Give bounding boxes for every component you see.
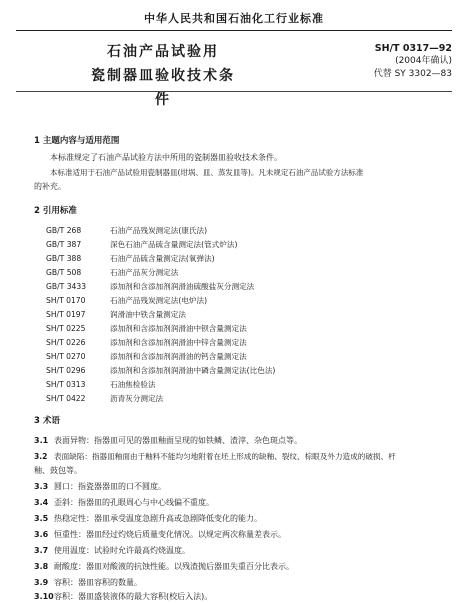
- term-text: 表面缺陷：指器皿釉面由于釉料不能均匀地附着在坯上形成的缺釉、裂纹、棕眼及外力造成的破损、杆: [54, 452, 396, 461]
- reference-item: [46, 225, 207, 237]
- header-rule: [16, 91, 452, 92]
- reference-item: [46, 393, 163, 405]
- reference-item: [46, 323, 247, 335]
- term-item: [34, 451, 454, 463]
- reference-code: GB/T 508: [46, 268, 82, 277]
- term-item: [34, 545, 454, 557]
- term-item: [34, 561, 454, 573]
- reference-code: SH/T 0296: [46, 366, 86, 375]
- term-number: 3.1: [34, 436, 49, 445]
- reference-code: SH/T 0422: [46, 394, 86, 403]
- term-number: 3.10: [34, 592, 54, 601]
- replace-note: 代替 SY 3302—83: [373, 69, 452, 79]
- reference-name: 添加剂和含添加剂润滑油中钡含量测定法: [110, 324, 247, 333]
- reference-name: 润滑油中铁含量测定法: [110, 310, 186, 319]
- term-item: [34, 435, 454, 447]
- reference-item: [46, 253, 215, 265]
- confirm-note: (2004年确认): [395, 56, 452, 66]
- reference-item: [46, 295, 207, 307]
- reference-item: [46, 379, 156, 391]
- reference-name: 石油焦检验法: [110, 380, 156, 389]
- reference-item: [46, 267, 178, 279]
- standard-org-header: 中华人民共和国石油化工行业标准: [144, 12, 324, 25]
- term-text: 表面异物：指器皿可见的器皿釉面呈现的如铁鳞、渣滓、杂色斑点等。: [54, 436, 302, 445]
- reference-code: SH/T 0313: [46, 380, 86, 389]
- title-line-2: 瓷制器皿验收技术条件: [91, 68, 235, 108]
- reference-item: [46, 309, 186, 321]
- term-number: 3.7: [34, 546, 49, 555]
- section-1-paragraph-2: 本标准适用于石油产品试验用瓷制器皿(坩埚、皿、蒸发皿等)。凡未规定石油产品试验方法标准: [50, 168, 364, 177]
- reference-item: [46, 365, 275, 377]
- section-2-heading: 2 引用标准: [34, 206, 77, 216]
- standard-code-block: [342, 42, 452, 81]
- term-text: 容积：器皿盛装液体的最大容积(校后入法)。: [54, 592, 213, 601]
- reference-code: SH/T 0270: [46, 352, 86, 361]
- reference-code: SH/T 0225: [46, 324, 86, 333]
- term-item: [34, 529, 454, 541]
- reference-name: 石油产品灰分测定法: [110, 268, 179, 277]
- term-text: 釉、鼓包等。: [34, 466, 82, 475]
- reference-code: SH/T 0226: [46, 338, 86, 347]
- term-number: 3.8: [34, 562, 49, 571]
- reference-code: SH/T 0170: [46, 296, 86, 305]
- term-item-continuation: [34, 465, 454, 477]
- reference-name: 沥青灰分测定法: [110, 394, 164, 403]
- term-number: 3.5: [34, 514, 49, 523]
- reference-code: GB/T 268: [46, 226, 82, 235]
- reference-name: 添加剂和含添加剂润滑油的钙含量测定法: [110, 352, 247, 361]
- reference-item: [46, 281, 254, 293]
- top-rule: [16, 30, 452, 31]
- reference-code: GB/T 3433: [46, 282, 87, 291]
- reference-name: 石油产品硫含量测定法(氧弹法): [110, 254, 215, 263]
- document-title: [88, 40, 238, 112]
- reference-name: 添加剂和含添加剂润滑油中锌含量测定法: [110, 338, 247, 347]
- term-text: 圆口：指瓷器器皿的口不圆度。: [54, 482, 166, 491]
- standard-code: SH/T 0317—92: [374, 43, 452, 54]
- term-text: 恒重性：器皿经过灼烧后质量变化情况。以规定两次称量差表示。: [54, 530, 286, 539]
- term-item: [34, 481, 454, 493]
- term-text: 歪斜：指器皿的孔眼周心与中心线偏不重度。: [54, 498, 214, 507]
- section-1-paragraph-1: 本标准规定了石油产品试验方法中所用的瓷制器皿验收技术条件。: [50, 153, 282, 162]
- term-text: 容积：器皿容积的数量。: [54, 578, 142, 587]
- title-line-1: 石油产品试验用: [107, 44, 219, 60]
- reference-name: 石油产品残炭测定法(电炉法): [110, 296, 208, 305]
- reference-item: [46, 239, 237, 251]
- section-1-paragraph-2-cont: 的补充。: [34, 182, 66, 191]
- term-item: [34, 591, 454, 603]
- section-3-heading: 3 术语: [34, 416, 60, 426]
- reference-code: SH/T 0197: [46, 310, 86, 319]
- term-number: 3.9: [34, 578, 49, 587]
- term-text: 使用温度：试验时允许最高灼烧温度。: [54, 546, 190, 555]
- reference-item: [46, 337, 247, 349]
- term-item: [34, 513, 454, 525]
- term-item: [34, 577, 454, 589]
- section-1-heading: 1 主题内容与适用范围: [34, 136, 120, 146]
- term-number: 3.6: [34, 530, 49, 539]
- term-item: [34, 497, 454, 509]
- reference-item: [46, 351, 247, 363]
- reference-name: 添加剂和含添加剂润滑油中磷含量测定法(比色法): [110, 366, 276, 375]
- reference-code: GB/T 388: [46, 254, 82, 263]
- term-text: 热稳定性：器皿承受温度急剧升高或急剧降低变化的能力。: [54, 514, 262, 523]
- reference-name: 石油产品残炭测定法(康氏法): [110, 226, 208, 235]
- term-text: 耐酸度：器皿对酸液的抗蚀性能。以残渣抛后器皿失重百分比表示。: [54, 562, 294, 571]
- term-number: 3.4: [34, 498, 49, 507]
- term-number: 3.3: [34, 482, 49, 491]
- term-number: 3.2: [34, 452, 48, 461]
- reference-name: 添加剂和含添加剂润滑油硫酸盐灰分测定法: [110, 282, 255, 291]
- reference-name: 深色石油产品硫含量测定法(管式炉法): [110, 240, 238, 249]
- reference-code: GB/T 387: [46, 240, 82, 249]
